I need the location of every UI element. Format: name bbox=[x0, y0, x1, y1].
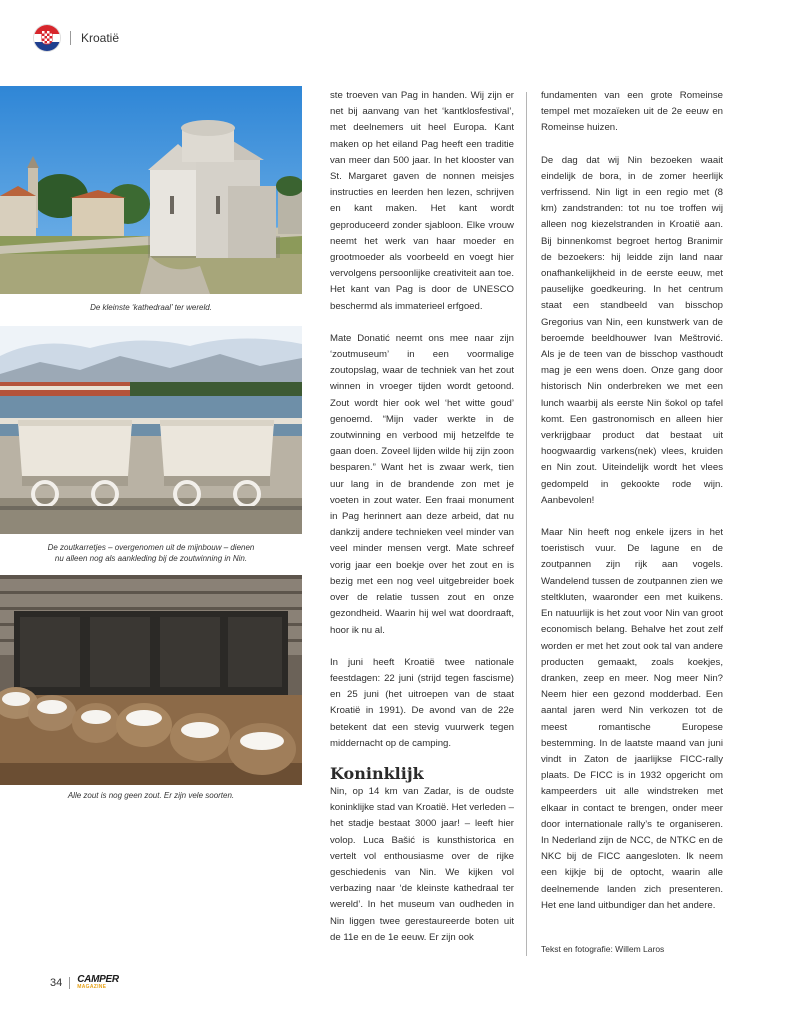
zoutkarretjes-photo bbox=[0, 326, 302, 534]
paragraph: De dag dat wij Nin bezoeken waait eindelijk de bora, in de zomer heerlijk verfrissend. Nin ligt in een regio met (8 km) zandstranden: tot nu toe troffen wij alleen nog kiezelstranden in Kroatië aan. Bij binnenkomst begroet hertog Branimir de bezoekers: hij leidde zijn land naar onafhankelijkheid in de eerste eeuw, met pauselijke goedkeuring. In het centrum staat een standbeeld van bisschop Gregorius van Nin, een kunstwerk van de beroemde beeldhouwer Ivan Meštrović. Als je de teen van de bisschop vasthoudt mag je een wens doen. Onze gang door historisch Nin onderbreken we met een lunch waarbij als eerste Nin šokol op tafel komt. Een gastronomisch en alleen hier verkrijgbaar product dat bestaat uit hoogwaardig varkens(nek) vlees, kruiden en Nin zout. Uiteindelijk wordt het vlees gedompeld in gekookte rode wijn. Aanbevolen! bbox=[541, 154, 723, 506]
kathedraal-caption: De kleinste ‘kathedraal’ ter wereld. bbox=[90, 303, 212, 312]
photo-credit: Tekst en fotografie: Willem Laros bbox=[541, 944, 665, 954]
camper-magazine-logo: CAMPER MAGAZINE bbox=[77, 974, 119, 990]
section-heading: Koninklijk bbox=[330, 763, 424, 783]
page-footer bbox=[50, 975, 119, 990]
paragraph: Mate Donatić neemt ons mee naar zijn ‘zoutmuseum’ in een voormalige zoutopslag, waar de techniek van het zout winnen in vroeger tijden wordt getoond. Zout wordt hier ook wel ‘het witte goud’ genoemd. “Mijn vader werkte in de zoutwinning en verbood mij hetzelfde te gaan doen. Zoveel lijden wilde hij zijn zoon besparen.” Want het is zwaar werk, tien uur lang in de brandende zon met je voeten in zout water. Een fraai monument in Pag herinnert aan deze arbeid, dat nu dankzij andere technieken veel minder van veel minder mensen vergt. Mate schreef vorig jaar een boekje over het zout en is bezig met een nog veel uitgebreider boek over de relatie tussen zout en onze gezondheid. Waarin hij wel wat doordraaft, hoor ik nu al. bbox=[330, 332, 514, 636]
kathedraal-photo bbox=[0, 86, 302, 294]
zoutzakken-caption: Alle zout is nog geen zout. Er zijn vele soorten. bbox=[67, 791, 235, 800]
paragraph: ste troeven van Pag in handen. Wij zijn er net bij aanvang van het ‘kantklosfestival’, met deelnemers uit heel Europa. Kant maken op het eiland Pag heeft een traditie van meer dan 500 jaar. In het klooster van St. Margaret gaven de nonnen meisjes instructies en leerden hen lezen, schrijven en kant maken. Het kant wordt geproduceerd zonder sjabloon. Elke vrouw neemt het werk van haar moeder en grootmoeder als voorbeeld en voegt hier vervolgens persoonlijke creativiteit aan toe. Het kant van Pag is door de UNESCO beschermd als immaterieel erfgoed. bbox=[330, 90, 514, 312]
article-column-2 bbox=[541, 88, 723, 930]
croatia-flag-icon bbox=[34, 25, 60, 51]
paragraph: Nin, op 14 km van Zadar, is de oudste koninklijke stad van Kroatië. Het verleden – het stadje bestaat 3000 jaar! – leeft hier volop. Luca Bašić is kunsthistorica en vertelt vol enthousiasme over de rijke geschiedenis van Nin. We kijken vol verbazing naar ‘de kleinste kathedraal ter wereld’. In het museum van oudheden in Nin liggen twee gerestaureerde boten uit de 11e en de 1e eeuw. Er zijn ook bbox=[330, 785, 514, 943]
section-title: Kroatië bbox=[81, 31, 120, 45]
page-header bbox=[34, 24, 119, 52]
paragraph: Maar Nin heeft nog enkele ijzers in het toeristisch vuur. De lagune en de zoutpannen zijn rijk aan vogels. Wandelend tussen de zoutpannen zien we steltkluten, waaronder een met kuikens. En natuurlijk is het zout voor Nin van groot economisch belang. Behalve het zout zelf worden er met het zout ook tal van andere producten gemaakt, zoals koekjes, dranken, zeep en meer. Nog meer Nin? Neem hier een gezond modderbad. Een aantal jaren werd Nin verkozen tot de meest romantische Europese bestemming. In de laatste maand van juni vindt in Zaton de jaarlijkse FICC-rally plaats. De FICC is in 1932 opgericht om kampeerders uit alle windstreken met elkaar in contact te brengen, onder meer door internationale rally’s te organiseren. In Nederland zijn de NCC, de NTKC en de NKC bij de FICC aangesloten. Ik neem een kijkje bij de optocht, waarin alle deelnemende landen zich presenteren. Het ene land uitbundiger dan het andere. bbox=[541, 527, 723, 911]
article-column-1 bbox=[330, 88, 514, 962]
paragraph: fundamenten van een grote Romeinse tempel met mozaïeken uit de 2e eeuw en Romeinse huizen. bbox=[541, 90, 723, 134]
zoutzakken-photo bbox=[0, 575, 302, 785]
header-divider bbox=[70, 31, 71, 45]
zoutkarretjes-caption: De zoutkarretjes – overgenomen uit de mijnbouw – dienen nu alleen nog als aankleding bij de zoutwinning in Nin. bbox=[47, 543, 255, 563]
column-divider bbox=[526, 92, 527, 956]
page-number: 34 bbox=[50, 976, 63, 989]
footer-divider bbox=[69, 977, 70, 989]
paragraph: In juni heeft Kroatië twee nationale feestdagen: 22 juni (strijd tegen fascisme) en 25 juni (het uitroepen van de staat Kroatië in 1991). De avond van de 22e betekent dat een stevig vuurwerk tegen middernacht op de camping. bbox=[330, 656, 514, 749]
